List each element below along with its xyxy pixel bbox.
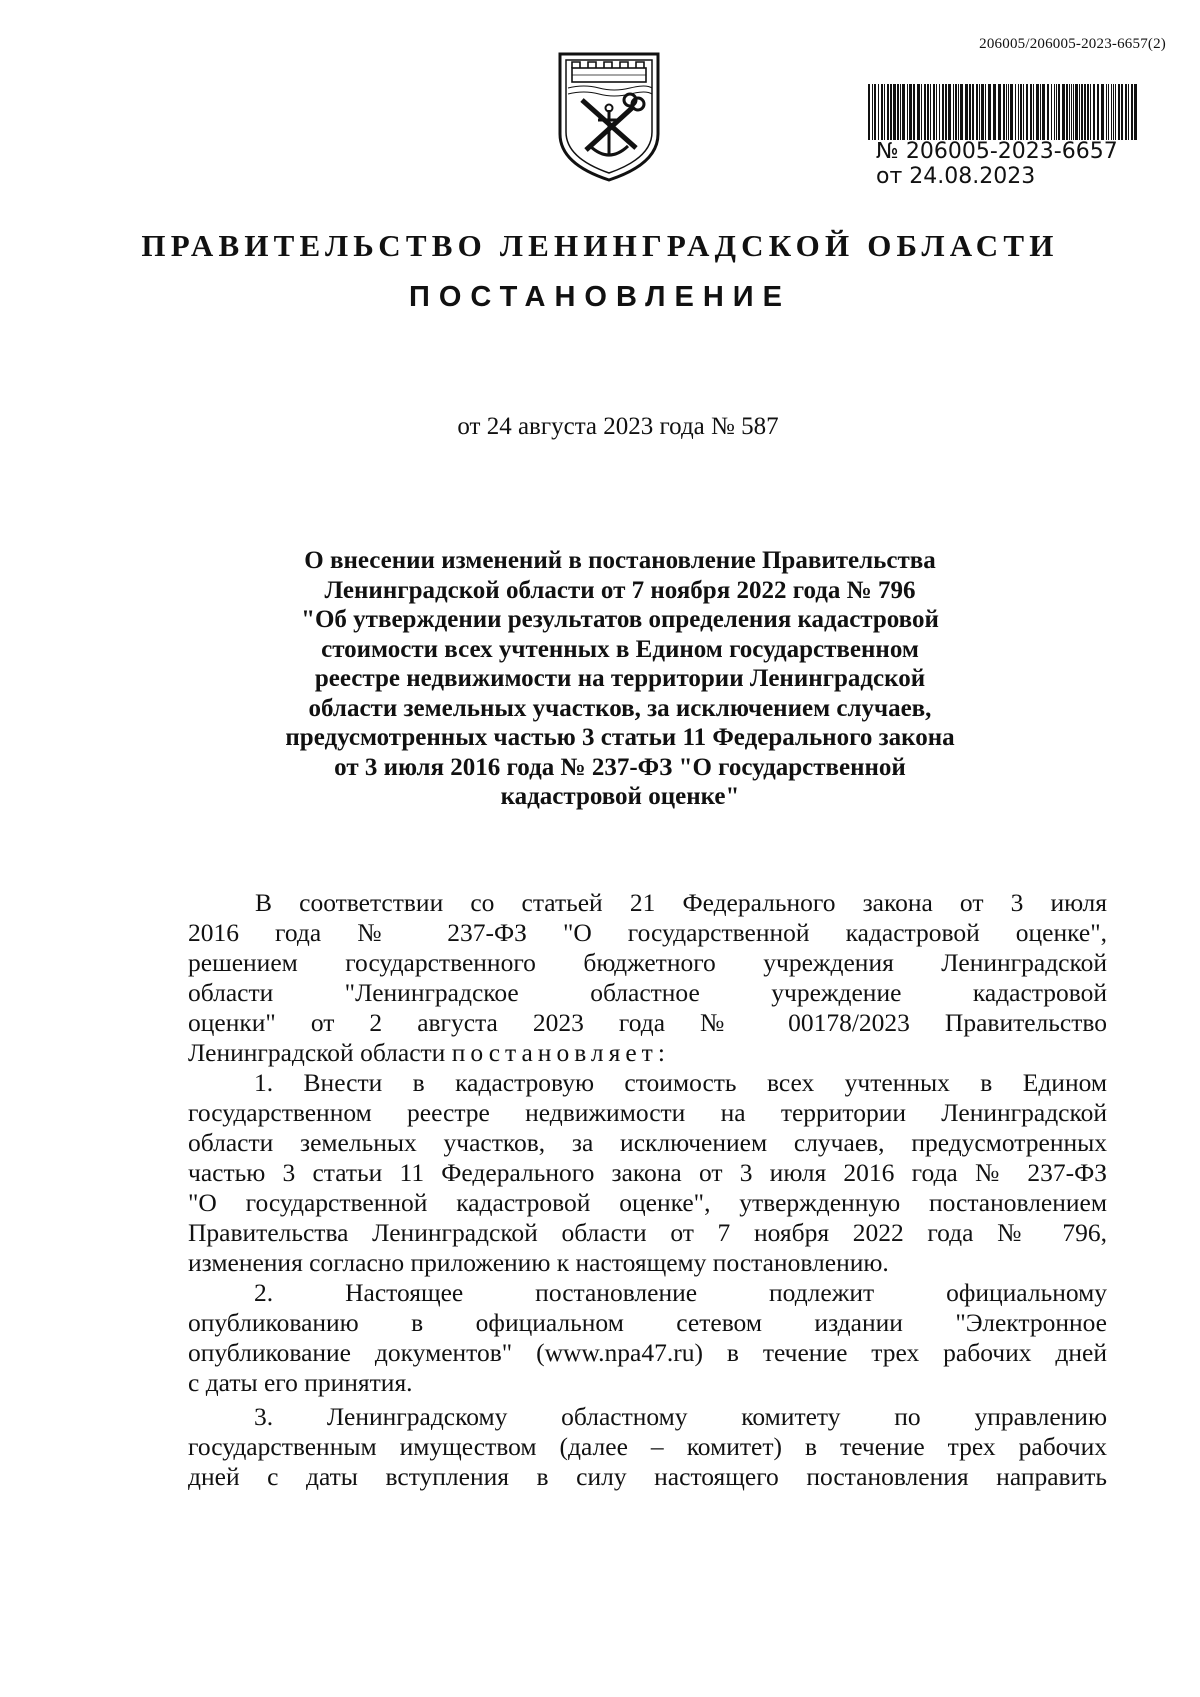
item-1-line: государственном реестре недвижимости на территории Ленинградской bbox=[188, 1098, 1107, 1127]
subject-line: реестре недвижимости на территории Ленинградской bbox=[314, 665, 926, 692]
decree-subject bbox=[200, 546, 1040, 812]
subject-line: "Об утверждении результатов определения кадастровой bbox=[301, 606, 939, 633]
subject-line: кадастровой оценке" bbox=[500, 783, 740, 810]
item-2-line: опубликование документов" (www.npa47.ru) в течение трех рабочих дней bbox=[188, 1338, 1107, 1367]
preamble-line: оценки" от 2 августа 2023 года № 00178/2023 Правительство bbox=[188, 1008, 1107, 1037]
preamble-text: Ленинградской области bbox=[188, 1038, 452, 1067]
subject-line: от 3 июля 2016 года № 237-ФЗ "О государственной bbox=[334, 753, 906, 781]
subject-line: О внесении изменений в постановление Правительства bbox=[304, 547, 936, 574]
item-3-line: государственным имуществом (далее – комитет) в течение трех рабочих bbox=[188, 1432, 1107, 1461]
decree-date-number: от 24 августа 2023 года № 587 bbox=[457, 413, 779, 440]
registration-date: от 24.08.2023 bbox=[876, 164, 1036, 189]
subject-line: стоимости всех учтенных в Едином государственном bbox=[321, 635, 919, 663]
coat-of-arms-icon bbox=[554, 48, 664, 184]
item-1-line: частью 3 статьи 11 Федерального закона от 3 июля 2016 года № 237-ФЗ bbox=[188, 1158, 1107, 1187]
barcode-icon bbox=[866, 84, 1140, 140]
item-3-line: дней с даты вступления в силу настоящего постановления направить bbox=[188, 1462, 1107, 1491]
item-1-line: "О государственной кадастровой оценке", утвержденную постановлением bbox=[188, 1188, 1107, 1217]
document-reference: 206005/206005-2023-6657(2) bbox=[979, 36, 1166, 52]
preamble-line: В соответствии со статьей 21 Федерального закона от 3 июля bbox=[255, 888, 1107, 917]
government-title: ПРАВИТЕЛЬСТВО ЛЕНИНГРАДСКОЙ ОБЛАСТИ bbox=[141, 228, 1059, 263]
preamble-line bbox=[188, 1038, 1107, 1068]
item-1-line: изменения согласно приложению к настоящему постановлению. bbox=[188, 1248, 889, 1277]
item-3-line: 3. Ленинградскому областному комитету по управлению bbox=[254, 1402, 1107, 1431]
subject-line: области земельных участков, за исключением случаев, bbox=[308, 694, 932, 722]
resolves-word: постановляет: bbox=[451, 1038, 670, 1067]
item-2-line: 2. Настоящее постановление подлежит официальному bbox=[254, 1278, 1107, 1307]
registration-number: № 206005-2023-6657 bbox=[876, 139, 1118, 164]
subject-line: Ленинградской области от 7 ноября 2022 года № 796 bbox=[324, 576, 916, 604]
decree-title: ПОСТАНОВЛЕНИЕ bbox=[409, 281, 791, 313]
item-1-line: Правительства Ленинградской области от 7 ноября 2022 года № 796, bbox=[188, 1218, 1107, 1247]
preamble-line: решением государственного бюджетного учреждения Ленинградской bbox=[188, 948, 1107, 977]
item-1-line: 1. Внести в кадастровую стоимость всех учтенных в Едином bbox=[254, 1068, 1107, 1097]
preamble-line: 2016 года № 237-ФЗ "О государственной кадастровой оценке", bbox=[188, 918, 1107, 947]
item-2-line: с даты его принятия. bbox=[188, 1368, 413, 1397]
subject-line: предусмотренных частью 3 статьи 11 Федерального закона bbox=[285, 724, 955, 751]
item-1-line: области земельных участков, за исключением случаев, предусмотренных bbox=[188, 1128, 1107, 1157]
preamble-line: области "Ленинградское областное учреждение кадастровой bbox=[188, 978, 1107, 1007]
item-2-line: опубликованию в официальном сетевом издании "Электронное bbox=[188, 1308, 1107, 1337]
